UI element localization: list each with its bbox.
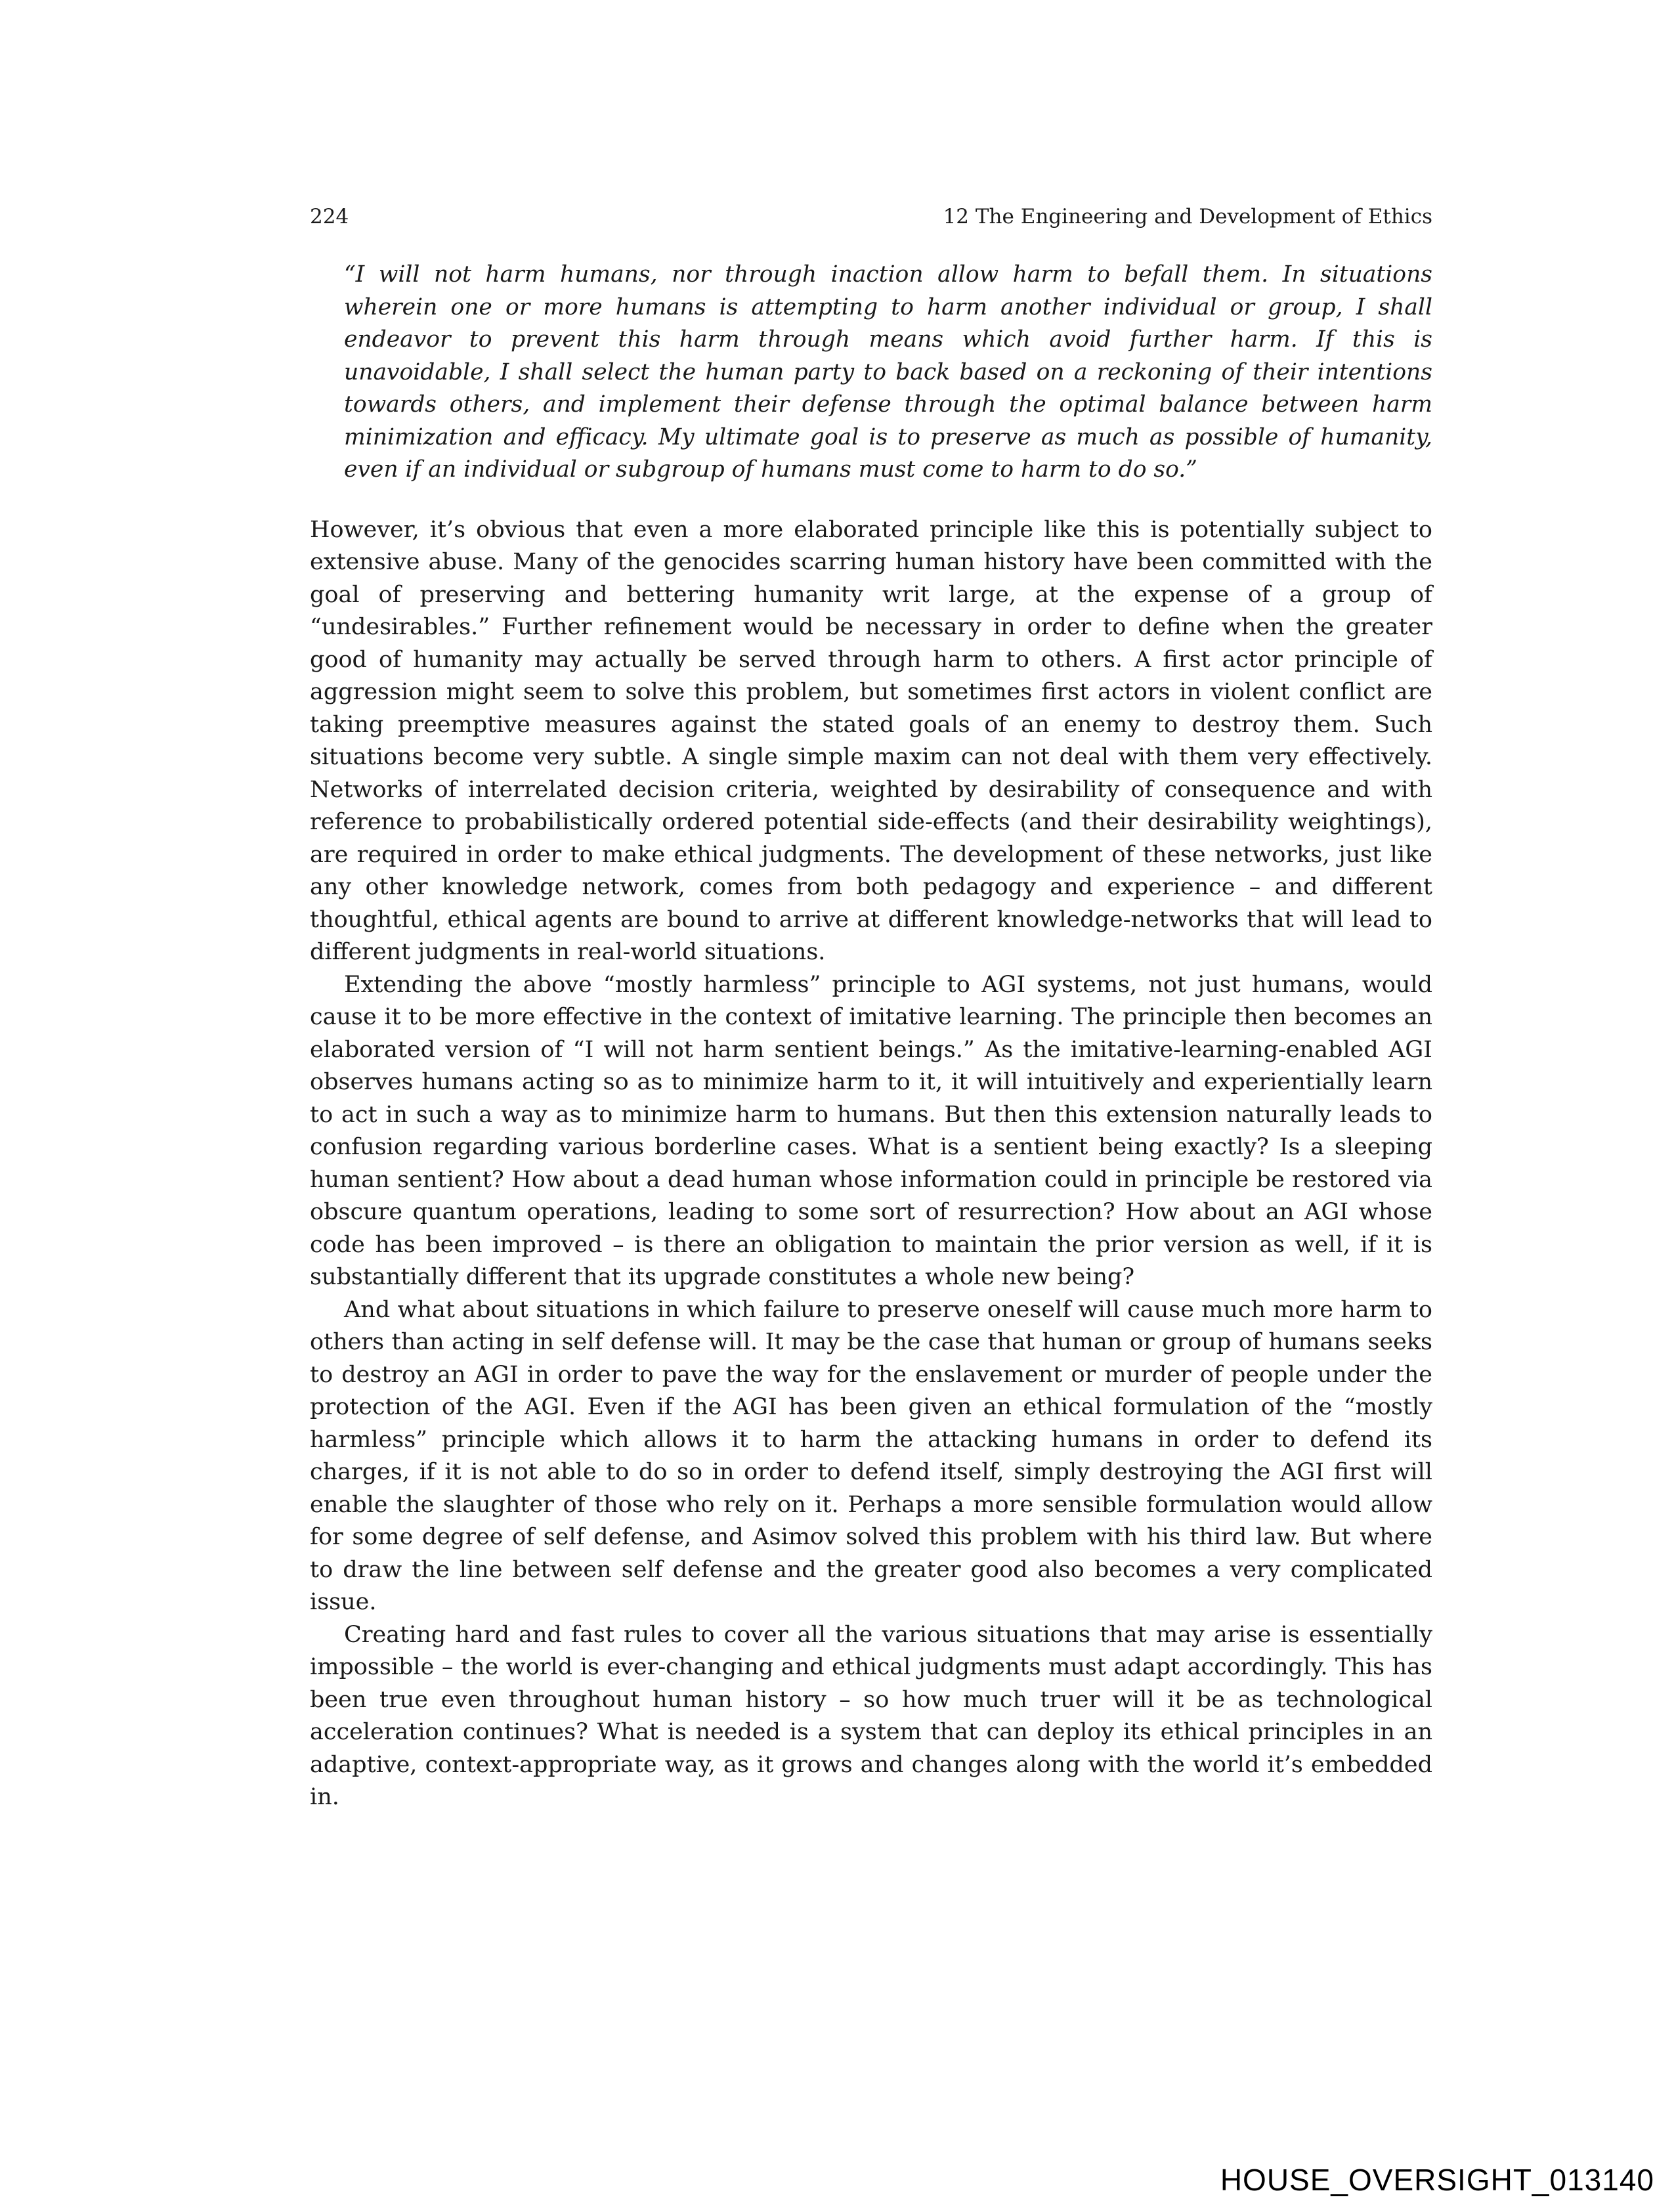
paragraph-2: Extending the above “mostly harmless” principle to AGI systems, not just humans, would cause it to be more effective in the context of imitative learning. The principle then becomes an elaborated version of “I will not harm sentient beings.” As the imitative-learning-enabled AGI observes humans acting so as to minimize harm to it, it will intuitively and experientially learn to act in such a way as to minimize harm to humans. But then this extension naturally leads to confusion regarding various borderline cases. What is a sentient being exactly? Is a sleeping human sentient? How about a dead human whose information could in principle be restored via obscure quantum operations, leading to some sort of resurrection? How about an AGI whose code has been improved – is there an obligation to maintain the prior version as well, if it is substantially different that its upgrade constitutes a whole new being? [310,971,1432,1290]
chapter-title: 12 The Engineering and Development of Ethics [943,205,1432,228]
page-body [310,259,1432,1814]
running-header [310,205,1432,238]
page-number: 224 [310,205,349,228]
paragraph-3: And what about situations in which failure to preserve oneself will cause much more harm to others than acting in self defense will. It may be the case that human or group of humans seeks to destroy an AGI in order to pave the way for the enslavement or murder of people under the protection of the AGI. Even if the AGI has been given an ethical formulation of the “mostly harmless” principle which allows it to harm the attacking humans in order to defend its charges, if it is not able to do so in order to defend itself, simply destroying the AGI first will enable the slaughter of those who rely on it. Perhaps a more sensible formulation would allow for some degree of self defense, and Asimov solved this problem with his third law. But where to draw the line between self defense and the greater good also becomes a very complicated issue. [310,1296,1432,1615]
paragraph-1: However, it’s obvious that even a more elaborated principle like this is potentially subject to extensive abuse. Many of the genocides scarring human history have been committed with the goal of preserving and bettering humanity writ large, at the expense of a group of “undesirables.” Further refinement would be necessary in order to define when the greater good of humanity may actually be served through harm to others. A first actor principle of aggression might seem to solve this problem, but sometimes first actors in violent conflict are taking preemptive measures against the stated goals of an enemy to destroy them. Such situations become very subtle. A single simple maxim can not deal with them very effectively. Networks of interrelated decision criteria, weighted by desirability of consequence and with reference to probabilistically ordered potential side-effects (and their desirability weightings), are required in order to make ethical judgments. The development of these networks, just like any other knowledge network, comes from both pedagogy and experience – and different thoughtful, ethical agents are bound to arrive at different knowledge-networks that will lead to different judgments in real-world situations. [310,516,1432,965]
paragraph-4: Creating hard and fast rules to cover all the various situations that may arise is essentially impossible – the world is ever-changing and ethical judgments must adapt accordingly. This has been true even throughout human history – so how much truer will it be as technological acceleration continues? What is needed is a system that can deploy its ethical principles in an adaptive, context-appropriate way, as it grows and changes along with the world it’s embedded in. [310,1621,1432,1810]
bates-stamp: HOUSE_OVERSIGHT_013140 [1220,2163,1654,2197]
block-quote: “I will not harm humans, nor through inaction allow harm to befall them. In situations wherein one or more humans is attempting to harm another individual or group, I shall endeavor to prevent this harm through means which avoid further harm. If this is unavoidable, I shall select the human party to back based on a reckoning of their intentions towards others, and implement their defense through the optimal balance between harm minimization and efficacy. My ultimate goal is to preserve as much as possible of humanity, even if an individual or subgroup of humans must come to harm to do so.” [344,261,1432,483]
